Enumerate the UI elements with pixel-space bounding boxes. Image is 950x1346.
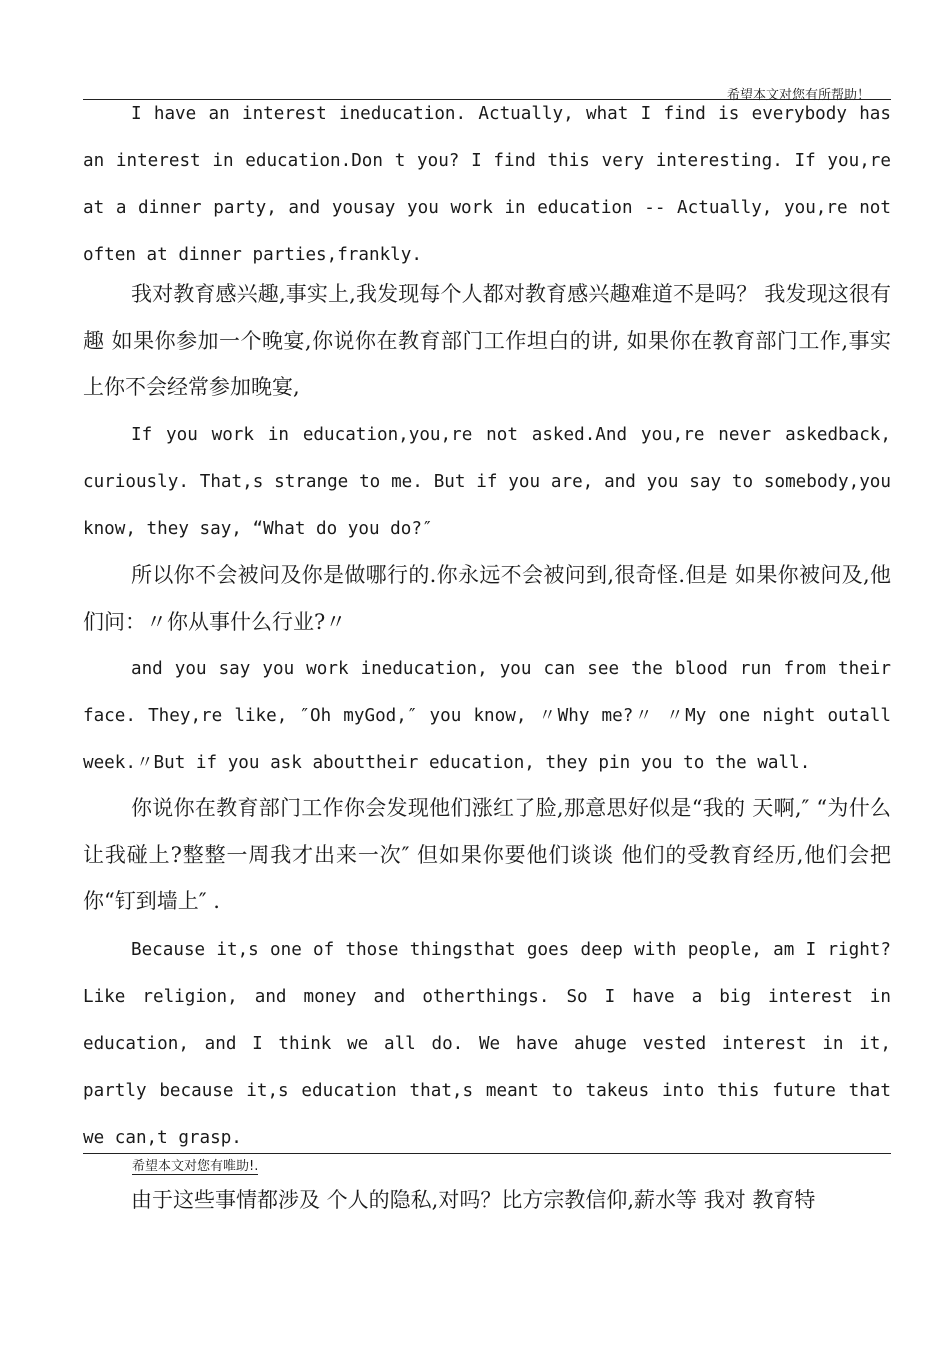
- paragraph-zh-3: 你说你在教育部门工作你会发现他们涨红了脸,那意思好似是“我的 天啊,″ “为什么让我碰上?整整一周我才出来一次″ 但如果你要他们谈谈 他们的受教育经历,他们会把你“钉到墙上″ .: [83, 796, 891, 913]
- footer-note-text: 希望本文对您有唯助!.: [132, 1159, 259, 1174]
- paragraph-en-3: and you say you work ineducation, you can see the blood run from their face. They,re like, ″Oh myGod,″ you know, 〃Why me?〃 〃My one night outall week.〃But if you ask abouttheir education, they pin you to the wall.: [83, 659, 891, 773]
- page-header-note: 希望本文对您有所帮助！: [726, 88, 870, 103]
- paragraph-zh-2: 所以你不会被问及你是做哪行的.你永远不会被问到,很奇怪.但是 如果你被问及,他们问：〃你从事什么行业?〃: [83, 563, 891, 634]
- footer-rule: [83, 1153, 891, 1154]
- page-footer-note: [132, 1155, 258, 1174]
- paragraph-en-2: If you work in education,you,re not asked.And you,re never askedback, curiously. That,s strange to me. But if you are, and you say to somebody,you know, they say, “What do you do?″: [83, 425, 891, 539]
- paragraph-en-4: Because it,s one of those thingsthat goes deep with people, am I right? Like religion, and money and otherthings. So I have a big interest in education, and I think we all do. We have ahuge vested interest in it, partly because it,s education that,s meant to takeus into this future that we can,t grasp.: [83, 940, 891, 1148]
- paragraph-zh-1: 我对教育感兴趣,事实上,我发现每个人都对教育感兴趣难道不是吗？ 我发现这很有趣 如果你参加一个晚宴,你说你在教育部门工作坦白的讲, 如果你在教育部门工作,事实上你不会经常参加晚宴,: [83, 282, 891, 399]
- paragraph-zh-4: 由于这些事情都涉及 个人的隐私,对吗？比方宗教信仰,薪水等 我对 教育特: [131, 1188, 816, 1212]
- paragraph-en-1: I have an interest ineducation. Actually, what I find is everybody has an interest in education.Don t you? I find this very interesting. If you,re at a dinner party, and yousay you work in education -- Actually, you,re not often at dinner parties,frankly.: [83, 104, 891, 265]
